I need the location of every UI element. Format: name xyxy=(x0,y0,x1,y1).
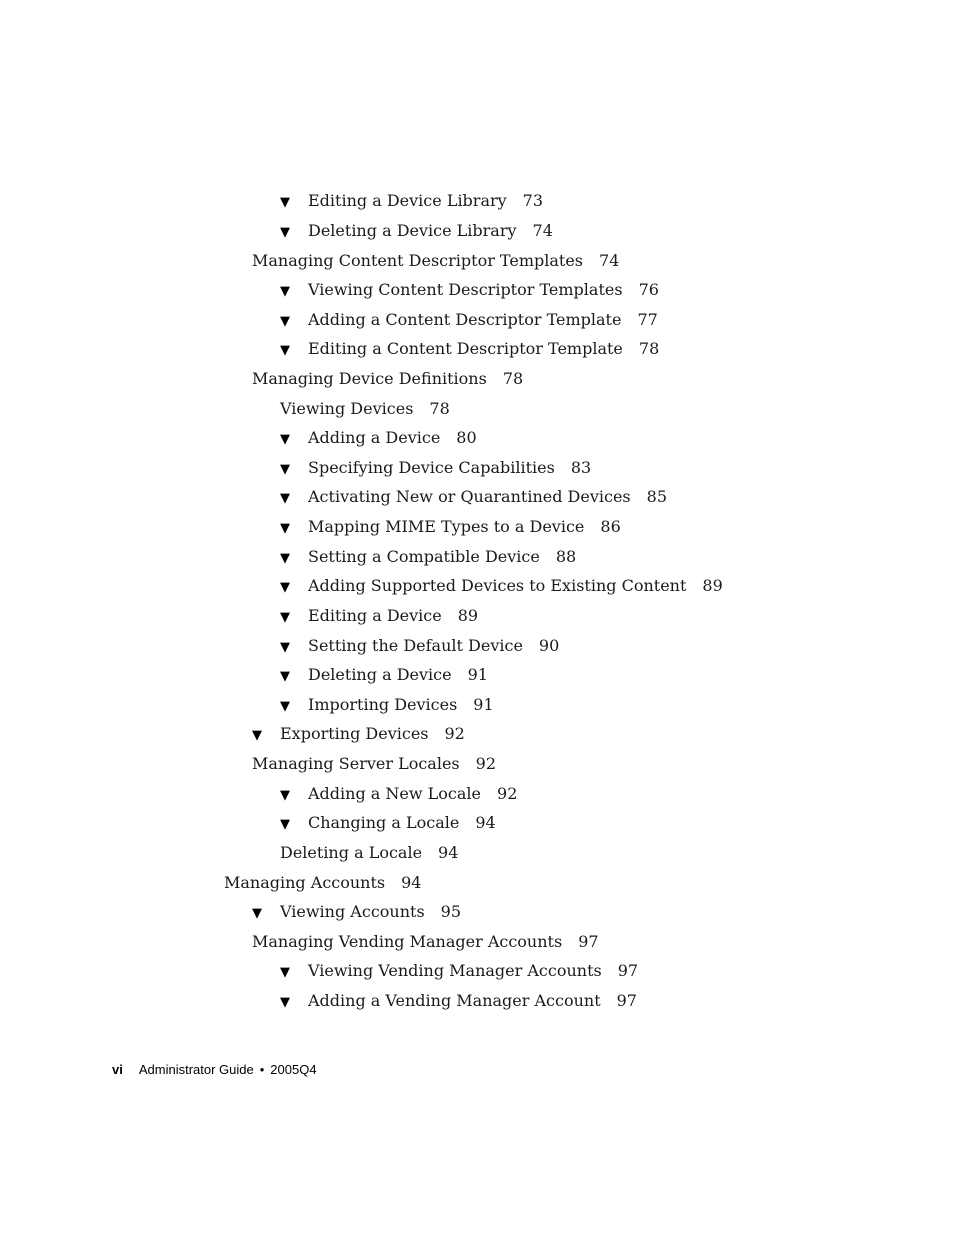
toc-page-number: 91 xyxy=(467,665,488,684)
triangle-bullet-icon: ▼ xyxy=(280,551,290,566)
toc-page-number: 83 xyxy=(570,458,592,477)
toc-entry[interactable] xyxy=(280,427,477,449)
toc-entry[interactable] xyxy=(280,486,667,508)
toc-subsection-heading[interactable] xyxy=(280,842,458,864)
toc-entry-title: Editing a Device xyxy=(308,606,442,625)
triangle-bullet-icon: ▼ xyxy=(252,906,262,921)
triangle-bullet-icon: ▼ xyxy=(280,640,290,655)
toc-section-heading[interactable] xyxy=(252,753,496,775)
toc-entry-title: Editing a Device Library xyxy=(308,191,507,210)
toc-entry[interactable] xyxy=(280,309,658,331)
toc-entry-title: Adding a New Locale xyxy=(308,784,482,803)
toc-entry[interactable] xyxy=(280,783,517,805)
toc-entry-title: Managing Device Definitions xyxy=(252,369,487,388)
toc-entry-title: Activating New or Quarantined Devices xyxy=(308,487,631,506)
toc-entry[interactable] xyxy=(280,605,478,627)
triangle-bullet-icon: ▼ xyxy=(252,728,262,743)
toc-page-number: 78 xyxy=(638,339,660,358)
toc-entry[interactable] xyxy=(280,812,496,834)
triangle-bullet-icon: ▼ xyxy=(280,195,290,210)
toc-page-number: 88 xyxy=(555,547,577,566)
triangle-bullet-icon: ▼ xyxy=(280,343,290,358)
toc-page-number: 89 xyxy=(702,576,723,595)
toc-entry-title: Changing a Locale xyxy=(308,813,460,832)
toc-page-number: 90 xyxy=(538,636,560,655)
toc-entry-title: Managing Content Descriptor Templates xyxy=(252,251,584,270)
toc-section-heading[interactable] xyxy=(252,250,619,272)
toc-page-number: 97 xyxy=(616,991,637,1010)
folio-page-number: vi xyxy=(112,1062,123,1077)
toc-entry[interactable] xyxy=(252,723,465,745)
triangle-bullet-icon: ▼ xyxy=(280,432,290,447)
toc-entry[interactable] xyxy=(280,694,494,716)
triangle-bullet-icon: ▼ xyxy=(280,788,290,803)
toc-entry[interactable] xyxy=(280,635,559,657)
toc-entry-title: Adding a Content Descriptor Template xyxy=(308,310,622,329)
triangle-bullet-icon: ▼ xyxy=(280,817,290,832)
toc-entry-title: Adding a Device xyxy=(308,428,441,447)
toc-page-number: 76 xyxy=(638,280,659,299)
toc-section-heading[interactable] xyxy=(252,931,599,953)
toc-entry-title: Importing Devices xyxy=(308,695,458,714)
triangle-bullet-icon: ▼ xyxy=(280,580,290,595)
triangle-bullet-icon: ▼ xyxy=(280,610,290,625)
toc-entry[interactable] xyxy=(280,190,543,212)
toc-entry-title: Adding a Vending Manager Account xyxy=(308,991,601,1010)
triangle-bullet-icon: ▼ xyxy=(280,225,290,240)
toc-entry-title: Specifying Device Capabilities xyxy=(308,458,555,477)
toc-entry[interactable] xyxy=(280,990,637,1012)
toc-page-number: 94 xyxy=(475,813,496,832)
toc-page-number: 80 xyxy=(456,428,477,447)
toc-entry[interactable] xyxy=(252,901,461,923)
toc-entry-title: Setting a Compatible Device xyxy=(308,547,540,566)
toc-page-number: 97 xyxy=(578,932,599,951)
toc-entry[interactable] xyxy=(280,220,553,242)
triangle-bullet-icon: ▼ xyxy=(280,521,290,536)
triangle-bullet-icon: ▼ xyxy=(280,462,290,477)
toc-entry-title: Mapping MIME Types to a Device xyxy=(308,517,585,536)
toc-chapter-heading[interactable] xyxy=(224,872,421,894)
toc-entry[interactable] xyxy=(280,664,488,686)
page-footer xyxy=(112,1062,317,1077)
bullet-separator-icon: • xyxy=(259,1062,265,1077)
toc-page-number: 77 xyxy=(637,310,658,329)
toc-page-number: 92 xyxy=(475,754,496,773)
triangle-bullet-icon: ▼ xyxy=(280,965,290,980)
toc-entry[interactable] xyxy=(280,575,723,597)
toc-page-number: 92 xyxy=(497,784,518,803)
toc-page-number: 97 xyxy=(617,961,639,980)
toc-entry-title: Adding Supported Devices to Existing Content xyxy=(308,576,687,595)
toc-section-heading[interactable] xyxy=(252,368,523,390)
toc-page-number: 89 xyxy=(457,606,479,625)
toc-page-number: 73 xyxy=(522,191,544,210)
toc-entry-title: Editing a Content Descriptor Template xyxy=(308,339,623,358)
toc-page-number: 86 xyxy=(600,517,621,536)
toc-entry-title: Viewing Accounts xyxy=(280,902,425,921)
toc-page-number: 94 xyxy=(438,843,459,862)
toc-page-number: 78 xyxy=(429,399,450,418)
toc-entry-title: Managing Accounts xyxy=(224,873,386,892)
toc-subsection-heading[interactable] xyxy=(280,398,450,420)
toc-entry-title: Exporting Devices xyxy=(280,724,429,743)
triangle-bullet-icon: ▼ xyxy=(280,491,290,506)
toc-entry[interactable] xyxy=(280,960,638,982)
toc-page-number: 92 xyxy=(444,724,465,743)
toc-page-number: 95 xyxy=(440,902,462,921)
toc-entry[interactable] xyxy=(280,279,659,301)
book-title: Administrator Guide xyxy=(138,1062,254,1077)
toc-entry-title: Deleting a Locale xyxy=(280,843,423,862)
toc-page-number: 94 xyxy=(401,873,422,892)
triangle-bullet-icon: ▼ xyxy=(280,669,290,684)
toc-entry-title: Viewing Devices xyxy=(280,399,414,418)
toc-entry[interactable] xyxy=(280,457,591,479)
toc-entry-title: Viewing Vending Manager Accounts xyxy=(308,961,602,980)
toc-entry[interactable] xyxy=(280,338,659,360)
toc-entry-title: Managing Vending Manager Accounts xyxy=(252,932,563,951)
toc-entry-title: Viewing Content Descriptor Templates xyxy=(308,280,623,299)
toc-entry[interactable] xyxy=(280,546,576,568)
toc-page-number: 91 xyxy=(473,695,494,714)
toc-entry[interactable] xyxy=(280,516,621,538)
triangle-bullet-icon: ▼ xyxy=(280,699,290,714)
toc-entry-title: Deleting a Device xyxy=(308,665,452,684)
toc-page-number: 78 xyxy=(502,369,524,388)
edition-label: 2005Q4 xyxy=(270,1062,317,1077)
toc-page-number: 85 xyxy=(646,487,667,506)
toc-page-number: 74 xyxy=(599,251,620,270)
toc-page-number: 74 xyxy=(532,221,553,240)
triangle-bullet-icon: ▼ xyxy=(280,314,290,329)
triangle-bullet-icon: ▼ xyxy=(280,995,290,1010)
toc-entry-title: Deleting a Device Library xyxy=(308,221,517,240)
triangle-bullet-icon: ▼ xyxy=(280,284,290,299)
toc-entry-title: Managing Server Locales xyxy=(252,754,460,773)
toc-entry-title: Setting the Default Device xyxy=(308,636,523,655)
